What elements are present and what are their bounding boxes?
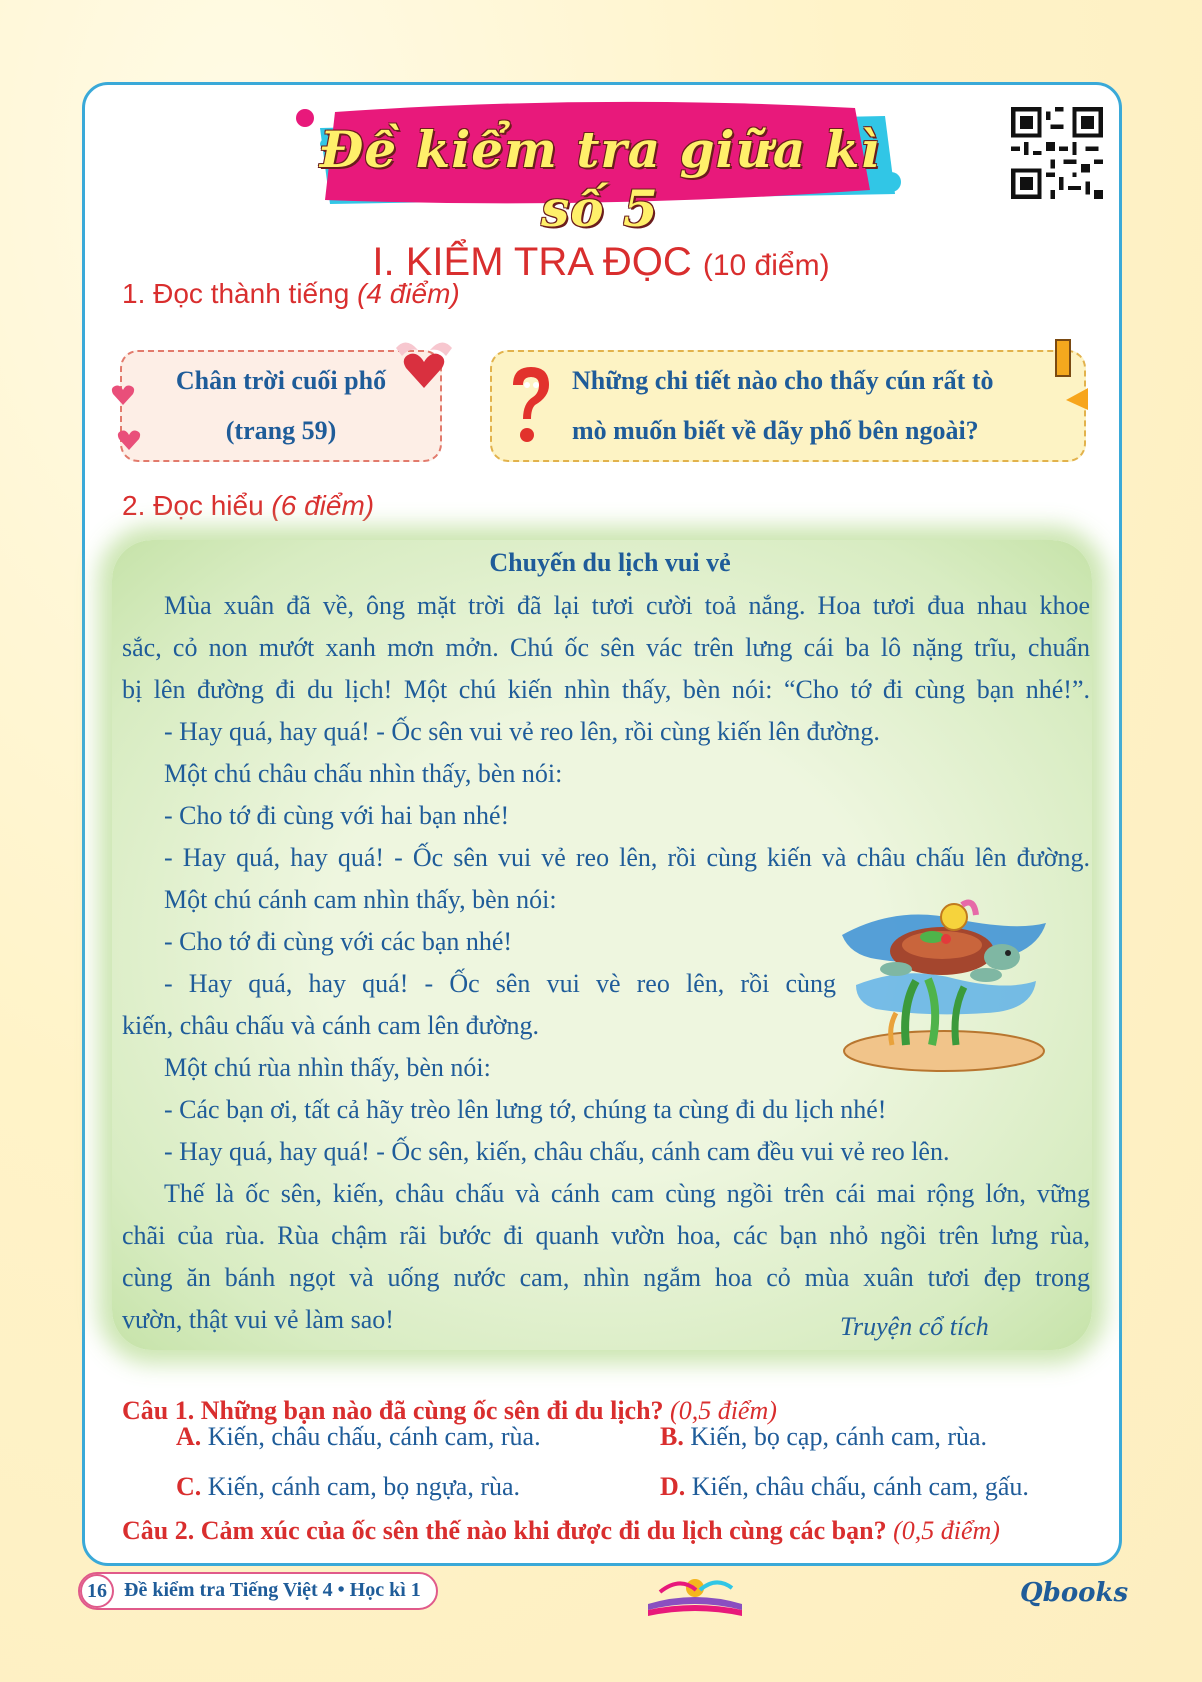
qr-code-icon[interactable]	[1011, 107, 1103, 199]
answer-letter: C.	[176, 1472, 202, 1501]
story-line: chãi của rùa. Rùa chậm rãi bước đi quanh vườn hoa, các bạn nhỏ ngồi trên lưng rùa,	[122, 1221, 1090, 1250]
story-line: bị lên đường đi du lịch! Một chú kiến nhìn thấy, bèn nói: “Cho tớ đi cùng bạn nhé!”.	[122, 675, 1090, 704]
brand-name: Qbooks	[1020, 1578, 1129, 1608]
story-line: vườn, thật vui vẻ làm sao!	[122, 1305, 394, 1334]
part1-label: 1. Đọc thành tiếng	[122, 278, 350, 309]
turtle-illustration	[836, 895, 1052, 1075]
answer-option-a[interactable]	[176, 1422, 541, 1452]
page-number: 16	[80, 1574, 114, 1608]
book-title: Chân trời cuối phố	[175, 366, 387, 395]
part2-heading	[122, 490, 374, 522]
story-line: - Hay quá, hay quá! - Ốc sên vui vè reo lên, rồi cùng	[164, 969, 836, 998]
section-title-text: I. KIỂM TRA ĐỌC	[372, 240, 692, 284]
story-line: - Cho tớ đi cùng với các bạn nhé!	[164, 927, 513, 956]
answer-option-b[interactable]	[660, 1422, 987, 1452]
story-line: - Hay quá, hay quá! - Ốc sên vui vẻ reo lên, rồi cùng kiến và châu chấu lên đường.	[164, 843, 1090, 872]
winged-heart-icon	[392, 334, 456, 394]
pencil-decoration-icon	[1052, 336, 1092, 420]
story-line: kiến, châu chấu và cánh cam lên đường.	[122, 1011, 539, 1040]
question-2	[122, 1516, 1000, 1546]
story-source: Truyện cổ tích	[840, 1312, 989, 1341]
story-line: - Các bạn ơi, tất cả hãy trèo lên lưng tớ, chúng ta cùng đi du lịch nhé!	[164, 1095, 887, 1124]
answer-letter: D.	[660, 1472, 686, 1501]
question-line-1: Những chi tiết nào cho thấy cún rất tò	[572, 366, 994, 395]
answer-text: Kiến, cánh cam, bọ ngựa, rùa.	[207, 1472, 521, 1501]
story-line: Thế là ốc sên, kiến, châu chấu và cánh cam cùng ngồi trên cái mai rộng lớn, vững	[164, 1179, 1090, 1208]
part1-points: (4 điểm)	[357, 278, 460, 309]
open-book-logo-icon	[640, 1574, 750, 1618]
question-2-points: (0,5 điểm)	[893, 1516, 1000, 1545]
story-line: cùng ăn bánh ngọt và uống nước cam, nhìn ngắm hoa cỏ mùa xuân tươi đẹp trong	[122, 1263, 1090, 1292]
answer-option-d[interactable]	[660, 1472, 1029, 1502]
brand-logo	[1020, 1572, 1129, 1616]
story-title: Chuyến du lịch vui vẻ	[489, 548, 731, 577]
heart-icon	[110, 383, 136, 407]
answer-text: Kiến, bọ cạp, cánh cam, rùa.	[690, 1422, 988, 1451]
book-page: (trang 59)	[225, 416, 337, 445]
part1-heading	[122, 278, 460, 310]
story-line: Mùa xuân đã về, ông mặt trời đã lại tươi cười toả nắng. Hoa tươi đua nhau khoe	[164, 591, 1090, 620]
question-2-text: Câu 2. Cảm xúc của ốc sên thế nào khi được đi du lịch cùng các bạn?	[122, 1516, 887, 1545]
footer-book-title: Đề kiểm tra Tiếng Việt 4 • Học kì 1	[124, 1579, 421, 1601]
answer-text: Kiến, châu chấu, cánh cam, gấu.	[691, 1472, 1029, 1501]
question-1-points: (0,5 điểm)	[670, 1396, 777, 1425]
answer-letter: A.	[176, 1422, 202, 1451]
reading-question-box	[490, 350, 1086, 462]
story-line: Một chú cánh cam nhìn thấy, bèn nói:	[164, 885, 557, 914]
part2-points: (6 điểm)	[271, 490, 375, 521]
section-points: (10 điểm)	[702, 249, 830, 282]
story-line: sắc, cỏ non mướt xanh mơn mởn. Chú ốc sên vác trên lưng cái ba lô nặng trĩu, chuẩn	[122, 633, 1090, 662]
story-line: Một chú rùa nhìn thấy, bèn nói:	[164, 1053, 491, 1082]
question-1-text: Câu 1. Những bạn nào đã cùng ốc sên đi du lịch?	[122, 1396, 664, 1425]
answer-option-c[interactable]	[176, 1472, 520, 1502]
heart-icon	[116, 428, 142, 452]
story-line: - Hay quá, hay quá! - Ốc sên, kiến, châu chấu, cánh cam đều vui vẻ reo lên.	[164, 1137, 950, 1166]
story-line: Một chú châu chấu nhìn thấy, bèn nói:	[164, 759, 563, 788]
exam-title: Đề kiểm tra giữa kì số 5	[319, 120, 881, 238]
story-line: - Cho tớ đi cùng với hai bạn nhé!	[164, 801, 510, 830]
story-line: - Hay quá, hay quá! - Ốc sên vui vẻ reo lên, rồi cùng kiến lên đường.	[164, 717, 880, 746]
question-mark-icon	[503, 363, 555, 449]
part2-label: 2. Đọc hiểu	[122, 490, 264, 521]
answer-text: Kiến, châu chấu, cánh cam, rùa.	[207, 1422, 541, 1451]
answer-letter: B.	[660, 1422, 684, 1451]
question-line-2: mò muốn biết về dãy phố bên ngoài?	[572, 416, 979, 445]
